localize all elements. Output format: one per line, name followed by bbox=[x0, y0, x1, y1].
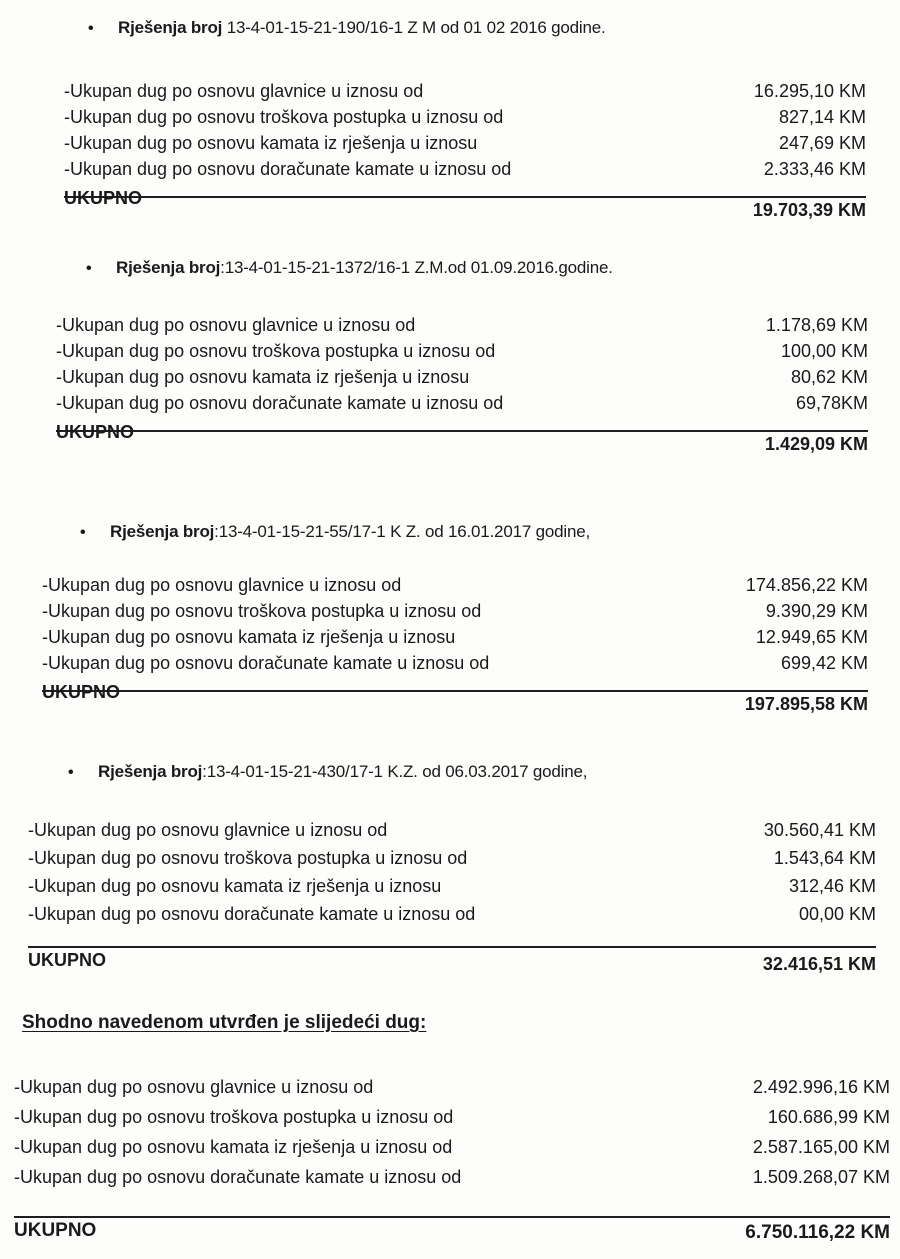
debt-amount: 9.390,29 KM bbox=[765, 601, 868, 621]
total-row bbox=[28, 948, 876, 982]
debt-row bbox=[42, 598, 868, 624]
debt-description: -Ukupan dug po osnovu troškova postupka u iznosu od bbox=[64, 107, 504, 127]
debt-row bbox=[28, 872, 876, 900]
debt-description: -Ukupan dug po osnovu glavnice u iznosu od bbox=[28, 820, 388, 840]
decision-label: Rješenja broj bbox=[98, 762, 203, 781]
debt-row bbox=[56, 390, 868, 416]
bullet-icon: • bbox=[86, 260, 92, 277]
debt-description: -Ukupan dug po osnovu doračunate kamate u iznosu od bbox=[14, 1167, 462, 1187]
decision-heading bbox=[88, 18, 890, 38]
summary-section bbox=[14, 1072, 890, 1252]
debt-amount: 00,00 KM bbox=[798, 904, 876, 924]
debt-row bbox=[28, 900, 876, 928]
debt-description: -Ukupan dug po osnovu kamata iz rješenja u iznosu bbox=[42, 627, 456, 647]
decision-section-3 bbox=[42, 522, 868, 726]
debt-amount: 312,46 KM bbox=[788, 876, 876, 896]
debt-row bbox=[42, 650, 868, 676]
debt-row bbox=[56, 364, 868, 390]
bullet-icon: • bbox=[88, 20, 94, 37]
debt-amount: 827,14 KM bbox=[778, 107, 866, 127]
debt-row bbox=[56, 338, 868, 364]
debt-amount: 2.333,46 KM bbox=[763, 159, 866, 179]
debt-amount: 2.587.165,00 KM bbox=[752, 1137, 890, 1157]
decision-reference: 13-4-01-15-21-190/16-1 Z M od 01 02 2016 godine. bbox=[222, 18, 606, 37]
total-amount: 6.750.116,22 KM bbox=[745, 1222, 890, 1243]
debt-description: -Ukupan dug po osnovu glavnice u iznosu od bbox=[56, 315, 416, 335]
total-label: UKUPNO bbox=[56, 422, 135, 442]
debt-row bbox=[64, 78, 866, 104]
total-label: UKUPNO bbox=[28, 950, 107, 970]
debt-amount: 1.543,64 KM bbox=[773, 848, 876, 868]
bullet-icon: • bbox=[80, 524, 86, 541]
total-amount: 32.416,51 KM bbox=[762, 954, 876, 974]
debt-amount: 16.295,10 KM bbox=[753, 81, 866, 101]
debt-description: -Ukupan dug po osnovu troškova postupka u iznosu od bbox=[56, 341, 496, 361]
debt-description: -Ukupan dug po osnovu kamata iz rješenja u iznosu bbox=[56, 367, 470, 387]
debt-row bbox=[64, 130, 866, 156]
debt-row bbox=[64, 104, 866, 130]
decision-label: Rješenja broj bbox=[118, 18, 223, 37]
summary-title: Shodno navedenom utvrđen je slijedeći dug: bbox=[22, 1012, 427, 1033]
debt-row bbox=[28, 844, 876, 872]
total-row bbox=[56, 422, 868, 466]
debt-description: -Ukupan dug po osnovu glavnice u iznosu od bbox=[64, 81, 424, 101]
debt-description: -Ukupan dug po osnovu troškova postupka u iznosu od bbox=[28, 848, 468, 868]
debt-row bbox=[14, 1132, 890, 1162]
decision-reference: :13-4-01-15-21-430/17-1 K.Z. od 06.03.2017 godine, bbox=[202, 762, 588, 781]
debt-row bbox=[28, 816, 876, 844]
debt-row bbox=[14, 1072, 890, 1102]
debt-amount: 12.949,65 KM bbox=[755, 627, 868, 647]
total-label: UKUPNO bbox=[14, 1220, 97, 1241]
debt-row bbox=[42, 572, 868, 598]
debt-amount: 699,42 KM bbox=[780, 653, 868, 673]
debt-description: -Ukupan dug po osnovu doračunate kamate u iznosu od bbox=[42, 653, 490, 673]
total-amount: 197.895,58 KM bbox=[744, 694, 868, 714]
debt-description: -Ukupan dug po osnovu doračunate kamate u iznosu od bbox=[56, 393, 504, 413]
debt-amount: 1.509.268,07 KM bbox=[752, 1167, 890, 1187]
debt-amount: 100,00 KM bbox=[780, 341, 868, 361]
debt-description: -Ukupan dug po osnovu glavnice u iznosu od bbox=[14, 1077, 374, 1097]
total-row bbox=[14, 1218, 890, 1252]
decision-reference: :13-4-01-15-21-1372/16-1 Z.M.od 01.09.2016.godine. bbox=[220, 258, 613, 277]
debt-amount: 1.178,69 KM bbox=[765, 315, 868, 335]
total-amount: 1.429,09 KM bbox=[764, 434, 868, 454]
decision-section-1 bbox=[64, 18, 866, 232]
total-label: UKUPNO bbox=[64, 188, 143, 208]
debt-row bbox=[14, 1102, 890, 1132]
bullet-icon: • bbox=[68, 764, 74, 781]
debt-amount: 2.492.996,16 KM bbox=[752, 1077, 890, 1097]
debt-row bbox=[14, 1162, 890, 1192]
total-row bbox=[64, 188, 866, 232]
total-row bbox=[42, 682, 868, 726]
decision-reference: :13-4-01-15-21-55/17-1 K Z. od 16.01.2017 godine, bbox=[214, 522, 590, 541]
debt-description: -Ukupan dug po osnovu glavnice u iznosu od bbox=[42, 575, 402, 595]
decision-heading bbox=[80, 522, 900, 542]
debt-row bbox=[42, 624, 868, 650]
debt-description: -Ukupan dug po osnovu doračunate kamate u iznosu od bbox=[28, 904, 476, 924]
debt-description: -Ukupan dug po osnovu kamata iz rješenja u iznosu bbox=[64, 133, 478, 153]
debt-amount: 160.686,99 KM bbox=[767, 1107, 890, 1127]
debt-row bbox=[64, 156, 866, 182]
decision-label: Rješenja broj bbox=[116, 258, 221, 277]
total-amount: 19.703,39 KM bbox=[752, 200, 866, 220]
debt-amount: 30.560,41 KM bbox=[763, 820, 876, 840]
debt-amount: 69,78KM bbox=[795, 393, 868, 413]
decision-heading bbox=[68, 762, 900, 782]
debt-description: -Ukupan dug po osnovu troškova postupka u iznosu od bbox=[14, 1107, 454, 1127]
decision-section-2 bbox=[56, 258, 868, 466]
debt-description: -Ukupan dug po osnovu kamata iz rješenja u iznosu od bbox=[14, 1137, 453, 1157]
debt-amount: 174.856,22 KM bbox=[745, 575, 868, 595]
decision-section-4 bbox=[28, 762, 876, 982]
debt-description: -Ukupan dug po osnovu troškova postupka u iznosu od bbox=[42, 601, 482, 621]
debt-row bbox=[56, 312, 868, 338]
decision-heading bbox=[86, 258, 898, 278]
debt-amount: 80,62 KM bbox=[790, 367, 868, 387]
debt-description: -Ukupan dug po osnovu doračunate kamate u iznosu od bbox=[64, 159, 512, 179]
debt-amount: 247,69 KM bbox=[778, 133, 866, 153]
debt-description: -Ukupan dug po osnovu kamata iz rješenja u iznosu bbox=[28, 876, 442, 896]
total-label: UKUPNO bbox=[42, 682, 121, 702]
decision-label: Rješenja broj bbox=[110, 522, 215, 541]
